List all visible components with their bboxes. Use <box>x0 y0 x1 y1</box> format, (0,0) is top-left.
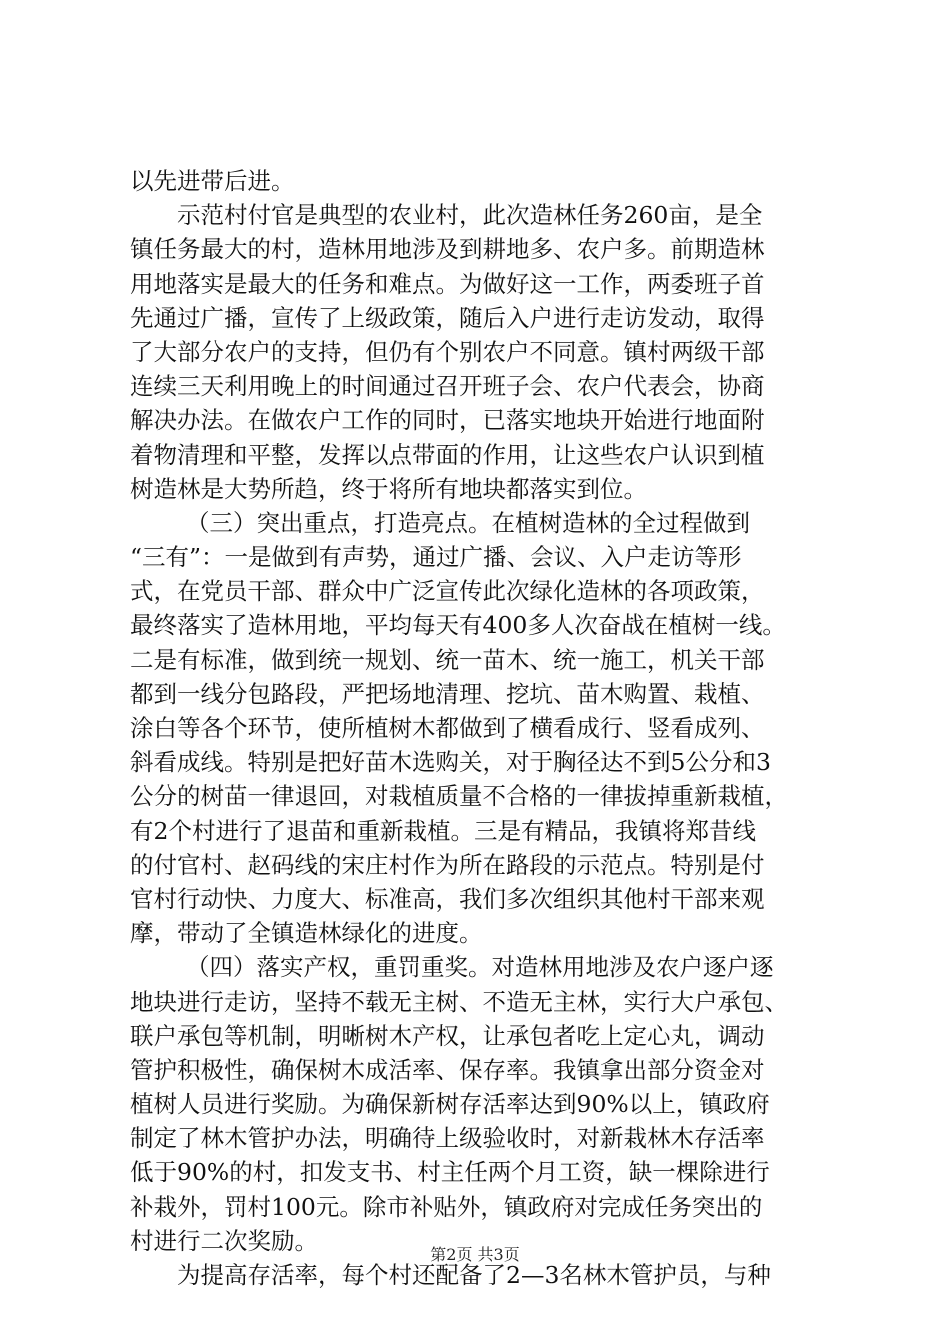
text-line: 涂白等各个环节，使所植树木都做到了横看成行、竖看成列、 <box>130 714 765 742</box>
text-line: “三有”：一是做到有声势，通过广播、会议、入户走访等形 <box>130 543 742 572</box>
text-line: 的付官村、赵码线的宋庄村作为所在路段的示范点。特别是付 <box>130 850 765 879</box>
paragraph-section-four <box>130 950 830 1258</box>
text-line: 式，在党员干部、群众中广泛宣传此次绿化造林的各项政策， <box>130 577 765 606</box>
document-body <box>130 164 830 1292</box>
text-line: 着物清理和平整，发挥以点带面的作用，让这些农户认识到植 <box>130 440 765 469</box>
text-line: 公分的树苗一律退回，对栽植质量不合格的一律拔掉重新栽植， <box>130 782 788 811</box>
text-line: 镇任务最大的村，造林用地涉及到耕地多、农户多。前期造林 <box>130 235 765 264</box>
text-line: 植树人员进行奖励。为确保新树存活率达到90%以上，镇政府 <box>130 1090 770 1119</box>
paragraph-continuation <box>130 164 830 198</box>
page-number-label: 第2页 共3页 <box>430 1245 520 1264</box>
text-line: 地块进行走访，坚持不载无主树、不造无主林，实行大户承包、 <box>130 987 788 1016</box>
text-line: 都到一线分包路段，严把场地清理、挖坑、苗木购置、栽植、 <box>130 679 765 708</box>
paragraph-section-three <box>130 506 830 950</box>
page-footer <box>0 1244 950 1266</box>
paragraph-demo-village <box>130 198 830 506</box>
text-line: 联户承包等机制，明晰树木产权，让承包者吃上定心丸，调动 <box>130 1021 765 1050</box>
text-line: 管护积极性，确保树木成活率、保存率。我镇拿出部分资金对 <box>130 1055 765 1084</box>
text-line: 摩，带动了全镇造林绿化的进度。 <box>130 919 483 948</box>
text-line: 最终落实了造林用地，平均每天有400多人次奋战在植树一线。 <box>130 611 786 640</box>
text-line: 树造林是大势所趋，终于将所有地块都落实到位。 <box>130 474 647 503</box>
text-line: 了大部分农户的支持，但仍有个别农户不同意。镇村两级干部 <box>130 337 765 366</box>
section-heading-line: （四）落实产权，重罚重奖。对造林用地涉及农户逐户逐 <box>186 953 774 982</box>
text-line: 官村行动快、力度大、标准高，我们多次组织其他村干部来观 <box>130 884 765 913</box>
text-line: 低于90%的村，扣发支书、村主任两个月工资，缺一棵除进行 <box>130 1158 770 1187</box>
text-line: 用地落实是最大的任务和难点。为做好这一工作，两委班子首 <box>130 269 765 298</box>
section-heading-line: （三）突出重点，打造亮点。在植树造林的全过程做到 <box>186 508 750 537</box>
text-line: 二是有标准，做到统一规划、统一苗木、统一施工，机关干部 <box>130 645 765 674</box>
text-line: 有2个村进行了退苗和重新栽植。三是有精品，我镇将郑昔线 <box>130 816 756 845</box>
text-line: 连续三天利用晚上的时间通过召开班子会、农户代表会，协商 <box>130 372 765 401</box>
text-line: 解决办法。在做农户工作的同时，已落实地块开始进行地面附 <box>130 406 765 435</box>
text-line: 制定了林木管护办法，明确待上级验收时，对新栽林木存活率 <box>130 1124 765 1153</box>
text-line: 示范村付官是典型的农业村，此次造林任务260亩，是全 <box>177 201 763 230</box>
text-line: 村进行二次奖励。 <box>130 1226 318 1255</box>
text-line: 先通过广播，宣传了上级政策，随后入户进行走访发动，取得 <box>130 303 765 332</box>
text-line: 补栽外，罚村100元。除市补贴外，镇政府对完成任务突出的 <box>130 1192 763 1221</box>
text-line: 以先进带后进。 <box>130 167 295 195</box>
text-line: 斜看成线。特别是把好苗木选购关，对于胸径达不到5公分和3 <box>130 748 771 777</box>
text-line: 为提高存活率，每个村还配备了2—3名林木管护员，与种 <box>177 1261 771 1289</box>
